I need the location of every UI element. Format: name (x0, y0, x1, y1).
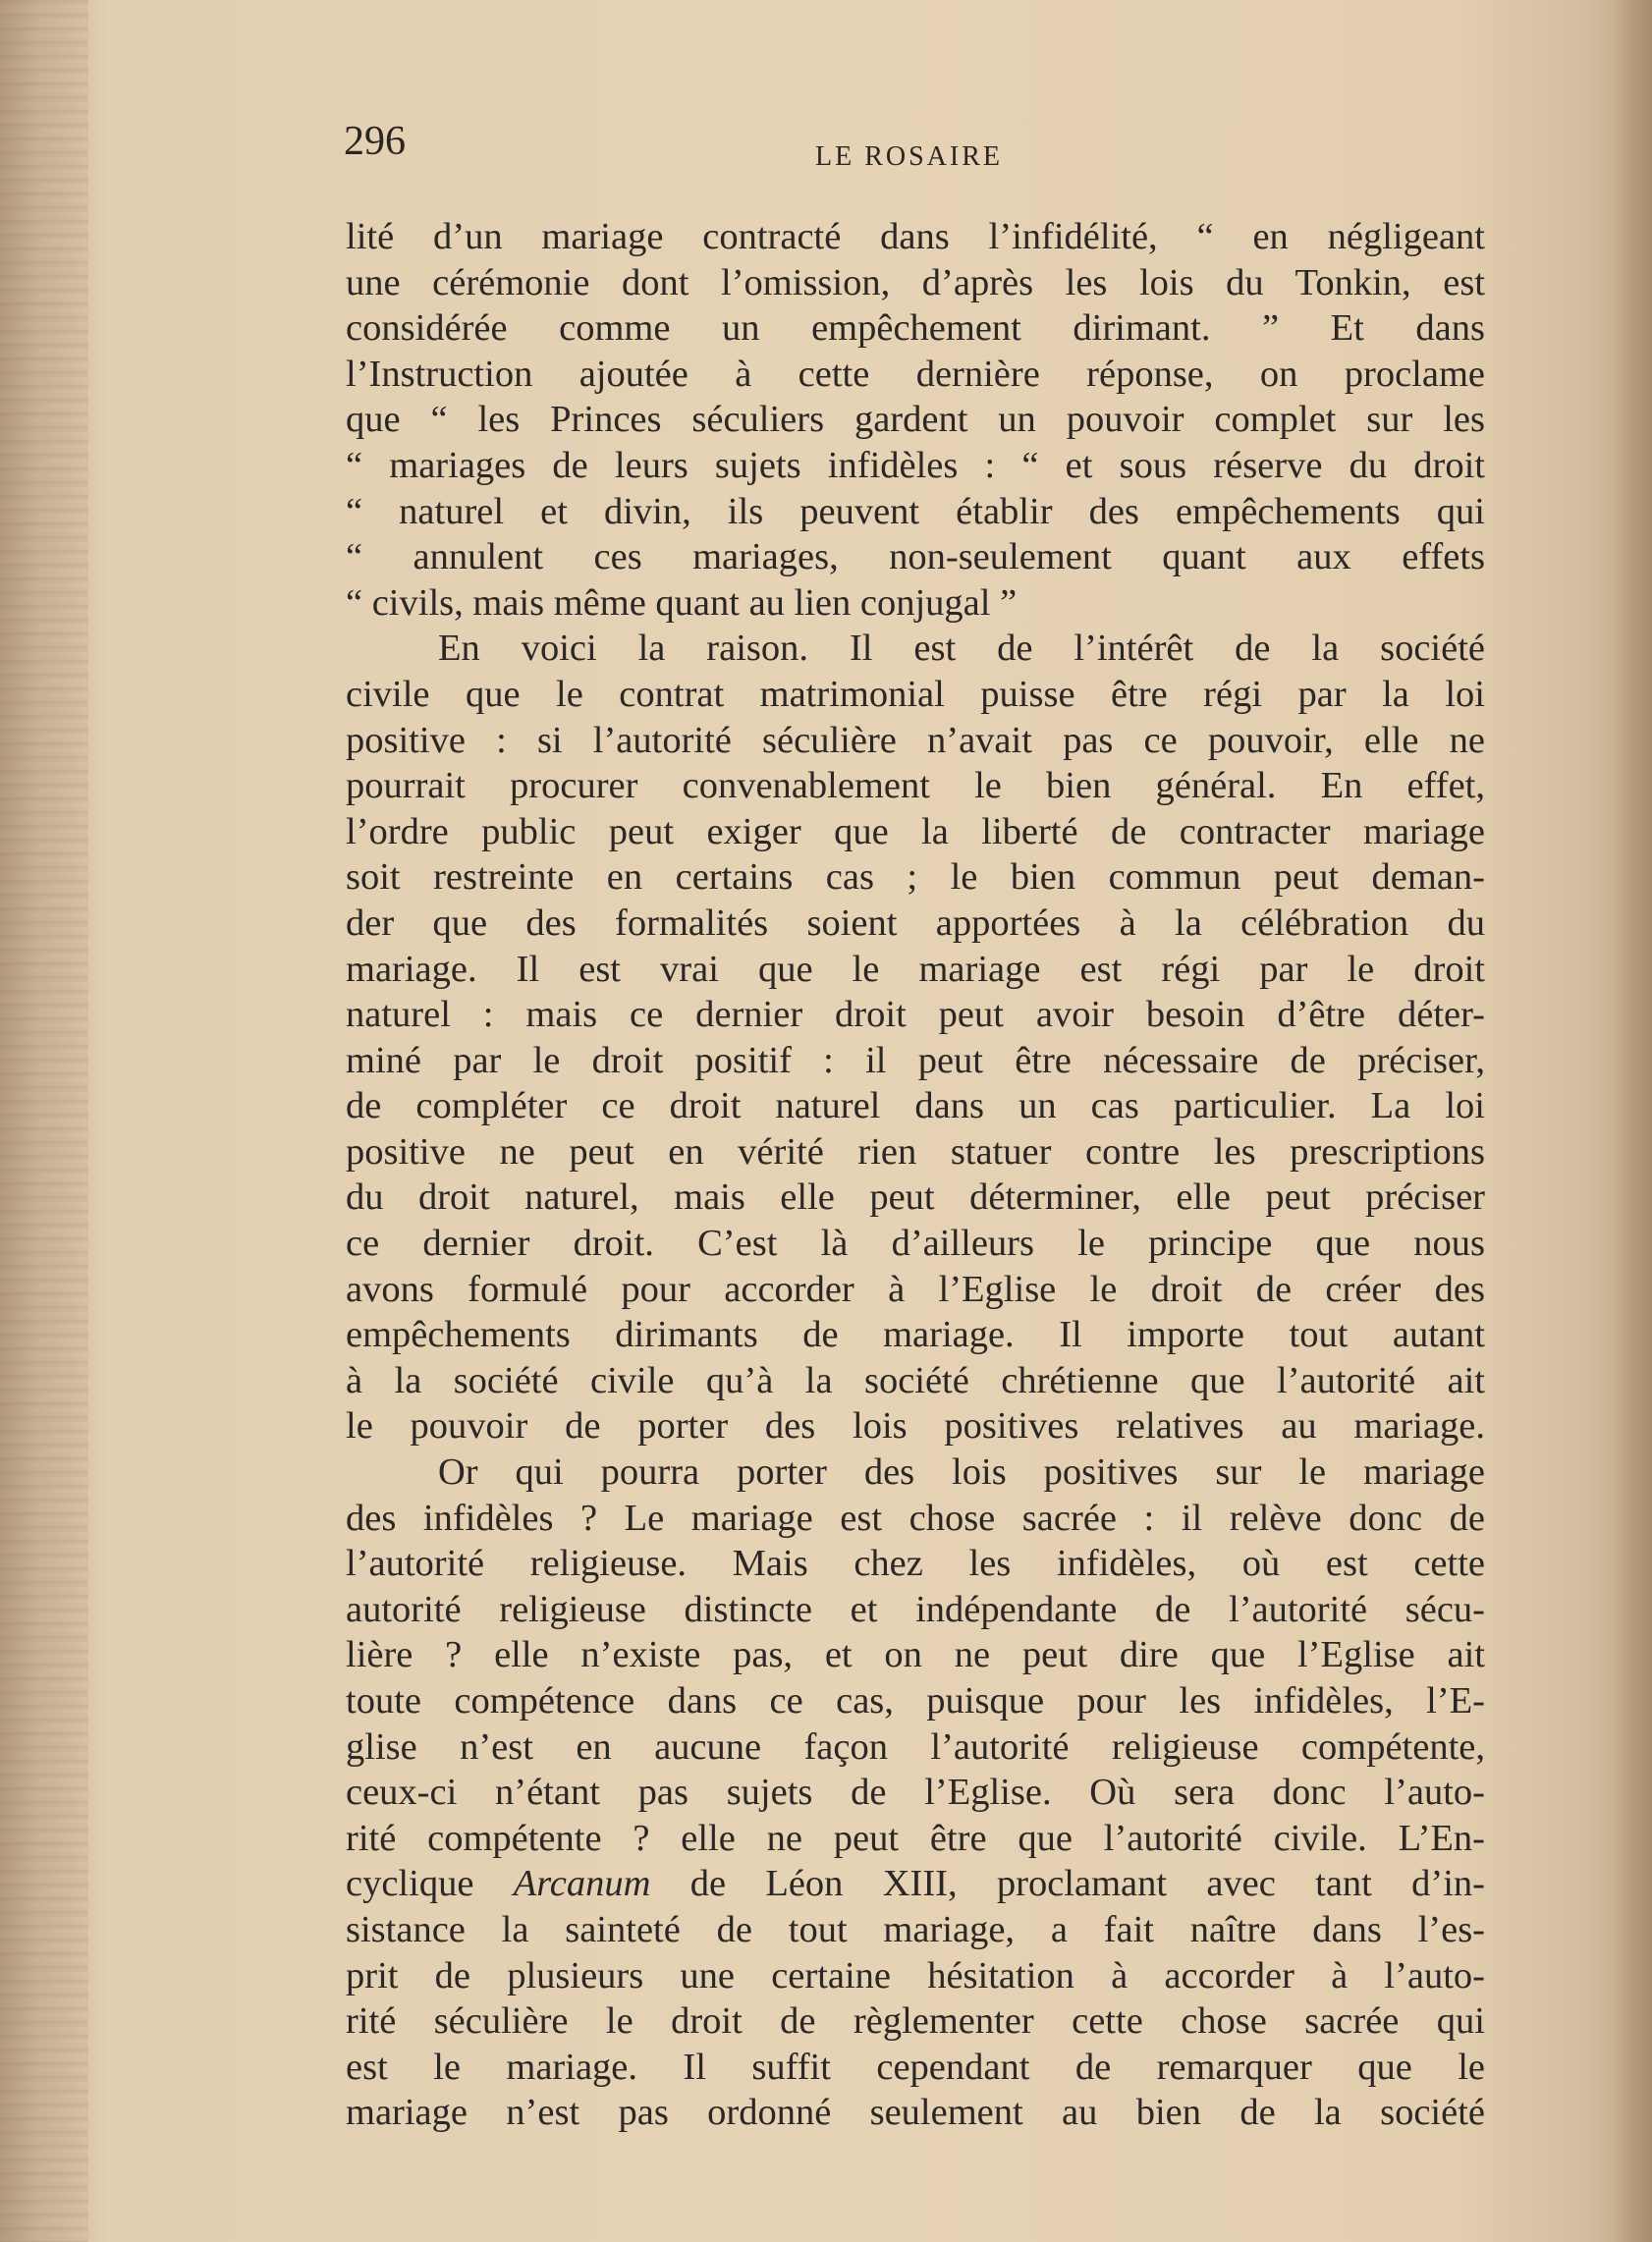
text-line: lité d’un mariage contracté dans l’infidélité, “ en négligeant (346, 216, 1485, 257)
text-line: miné par le droit positif : il peut être nécessaire de préciser, (346, 1039, 1485, 1081)
text-line: glise n’est en aucune façon l’autorité religieuse compétente, (346, 1725, 1485, 1768)
text-line: prit de plusieurs une certaine hésitation à accorder à l’auto- (346, 1954, 1485, 1996)
text-line: l’Instruction ajoutée à cette dernière réponse, on proclame (346, 353, 1485, 395)
text-line: soit restreinte en certains cas ; le bien commun peut deman- (346, 856, 1485, 899)
text-line: positive : si l’autorité séculière n’avait pas ce pouvoir, elle ne (346, 719, 1485, 761)
text-line: des infidèles ? Le mariage est chose sacrée : il relève donc de (346, 1497, 1485, 1539)
text-line: der que des formalités soient apportées à la célébration du (346, 902, 1485, 944)
text-line: “ civils, mais même quant au lien conjugal ” (346, 581, 1018, 624)
text-line: lière ? elle n’existe pas, et on ne peut dire que l’Eglise ait (346, 1634, 1485, 1676)
text-line: cyclique Arcanum de Léon XIII, proclamant avec tant d’in- (346, 1863, 1485, 1905)
page-number: 296 (344, 119, 406, 164)
text-line: considérée comme un empêchement dirimant. ” Et dans (346, 307, 1485, 350)
text-line: ceux-ci n’étant pas sujets de l’Eglise. Où sera donc l’auto- (346, 1772, 1485, 1814)
text-line: autorité religieuse distincte et indépendante de l’autorité sécu- (346, 1588, 1485, 1630)
text-line: En voici la raison. Il est de l’intérêt de la société (438, 628, 1485, 670)
book-spine-edge (0, 0, 88, 2242)
running-title: LE ROSAIRE (815, 141, 1003, 172)
text-line: pourrait procurer convenablement le bien général. En effet, (346, 765, 1485, 807)
text-line: rité compétente ? elle ne peut être que l’autorité civile. L’En- (346, 1817, 1485, 1859)
text-line: le pouvoir de porter des lois positives relatives au mariage. (346, 1405, 1485, 1448)
italic-word: Arcanum (513, 1863, 651, 1905)
text-line: mariage. Il est vrai que le mariage est régi par le droit (346, 948, 1485, 990)
text-line: une cérémonie dont l’omission, d’après les lois du Tonkin, est (346, 261, 1485, 303)
text-line: Or qui pourra porter des lois positives sur le mariage (438, 1451, 1485, 1494)
text-line: est le mariage. Il suffit cependant de remarquer que le (346, 2046, 1485, 2088)
text-line: du droit naturel, mais elle peut déterminer, elle peut préciser (346, 1176, 1485, 1219)
text-line: l’ordre public peut exiger que la liberté de contracter mariage (346, 810, 1485, 852)
text-line: rité séculière le droit de règlementer cette chose sacrée qui (346, 2000, 1485, 2043)
text-line: toute compétence dans ce cas, puisque pour les infidèles, l’E- (346, 1680, 1485, 1722)
text-line: “ naturel et divin, ils peuvent établir des empêchements qui (346, 490, 1485, 532)
page-header (344, 118, 1503, 177)
text-line: de compléter ce droit naturel dans un cas particulier. La loi (346, 1085, 1485, 1127)
text-line: “ mariages de leurs sujets infidèles : “ et sous réserve du droit (346, 444, 1485, 486)
page-right-edge (1613, 0, 1652, 2242)
text-line: mariage n’est pas ordonné seulement au bien de la société (346, 2092, 1485, 2134)
text-line: que “ les Princes séculiers gardent un pouvoir complet sur les (346, 399, 1485, 441)
text-line: civile que le contrat matrimonial puisse être régi par la loi (346, 673, 1485, 715)
body-text (346, 214, 1485, 2136)
text-line: l’autorité religieuse. Mais chez les infidèles, où est cette (346, 1543, 1485, 1585)
text-line: ce dernier droit. C’est là d’ailleurs le principe que nous (346, 1223, 1485, 1265)
text-line: sistance la sainteté de tout mariage, a fait naître dans l’es- (346, 1908, 1485, 1950)
text-line: “ annulent ces mariages, non-seulement quant aux effets (346, 536, 1485, 578)
text-line: avons formulé pour accorder à l’Eglise le droit de créer des (346, 1268, 1485, 1310)
text-line: à la société civile qu’à la société chrétienne que l’autorité ait (346, 1359, 1485, 1401)
text-line: empêchements dirimants de mariage. Il importe tout autant (346, 1314, 1485, 1356)
text-line: naturel : mais ce dernier droit peut avoir besoin d’être déter- (346, 994, 1485, 1036)
text-line: positive ne peut en vérité rien statuer contre les prescriptions (346, 1130, 1485, 1173)
